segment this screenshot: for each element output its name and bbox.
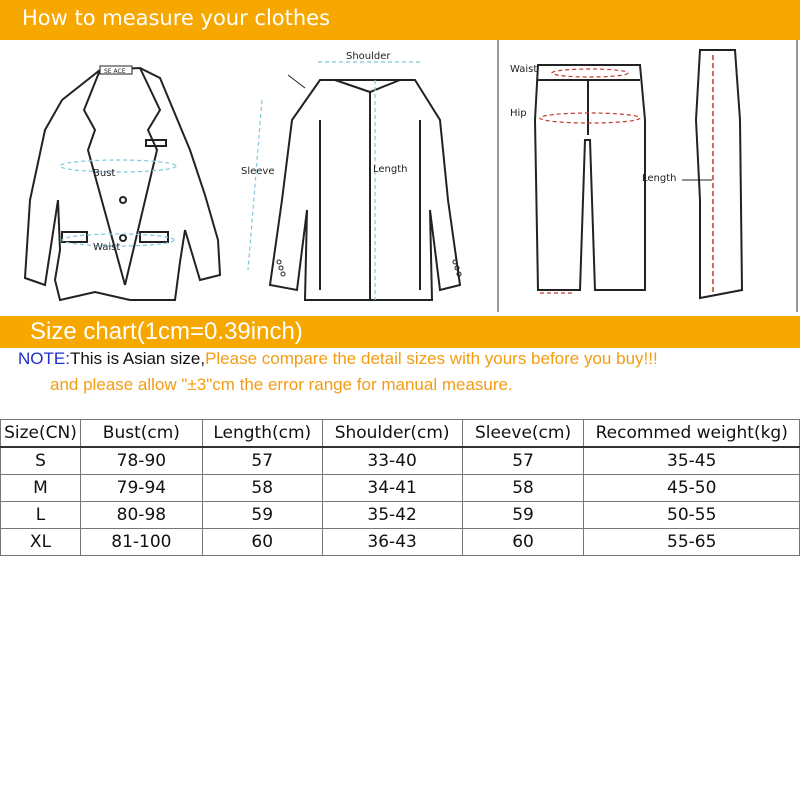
cell-bust: 78-90 <box>80 447 202 475</box>
table-row <box>1 502 800 529</box>
cell-shoulder: 36-43 <box>322 529 462 556</box>
cell-shoulder: 34-41 <box>322 475 462 502</box>
jacket-back-diagram <box>270 80 460 300</box>
note-line-2: and please allow "±3"cm the error range for manual measure. <box>50 375 513 394</box>
cell-size: S <box>1 447 81 475</box>
pants-length-label: Length <box>642 173 677 184</box>
note-asian-size: This is Asian size, <box>69 349 206 368</box>
table-header-row <box>1 420 800 448</box>
diagram-divider-right <box>796 40 798 312</box>
table-row <box>1 475 800 502</box>
pants-hip-label: Hip <box>510 108 527 119</box>
cell-length: 58 <box>202 475 322 502</box>
header-length: Length(cm) <box>202 420 322 448</box>
header-size: Size(CN) <box>1 420 81 448</box>
pants-waist-label: Waist <box>510 64 538 75</box>
waist-label: Waist <box>93 242 121 253</box>
note-compare: Please compare the detail sizes with yours before you buy!!! <box>205 349 658 368</box>
header-bust: Bust(cm) <box>80 420 202 448</box>
cell-bust: 79-94 <box>80 475 202 502</box>
jacket-front-measures <box>60 160 176 246</box>
bust-label: Bust <box>93 168 116 179</box>
cell-bust: 80-98 <box>80 502 202 529</box>
cell-length: 60 <box>202 529 322 556</box>
table-row <box>1 529 800 556</box>
note-label: NOTE: <box>18 349 70 368</box>
header-title: How to measure your clothes <box>22 6 331 30</box>
sleeve-label: Sleeve <box>241 166 275 177</box>
cell-shoulder: 33-40 <box>322 447 462 475</box>
pants-front-measures <box>540 69 640 293</box>
cell-weight: 50-55 <box>584 502 800 529</box>
length-label: Length <box>373 164 408 175</box>
size-chart-banner <box>0 316 800 348</box>
cell-size: XL <box>1 529 81 556</box>
pants-front-diagram <box>535 65 645 290</box>
shoulder-label: Shoulder <box>346 51 391 62</box>
cell-weight: 55-65 <box>584 529 800 556</box>
measurement-diagrams <box>0 40 800 310</box>
jacket-tag-label: SE ACE <box>104 68 126 75</box>
header-shoulder: Shoulder(cm) <box>322 420 462 448</box>
cell-sleeve: 57 <box>462 447 584 475</box>
cell-sleeve: 59 <box>462 502 584 529</box>
header-sleeve: Sleeve(cm) <box>462 420 584 448</box>
cell-length: 57 <box>202 447 322 475</box>
cell-weight: 35-45 <box>584 447 800 475</box>
diagram-divider-left <box>497 40 499 312</box>
cell-shoulder: 35-42 <box>322 502 462 529</box>
note-line-1 <box>18 349 658 369</box>
cell-sleeve: 58 <box>462 475 584 502</box>
cell-length: 59 <box>202 502 322 529</box>
pants-side-diagram <box>696 50 742 298</box>
cell-bust: 81-100 <box>80 529 202 556</box>
size-table <box>0 419 800 556</box>
cell-sleeve: 60 <box>462 529 584 556</box>
header-weight: Recommed weight(kg) <box>584 420 800 448</box>
cell-size: L <box>1 502 81 529</box>
table-row <box>1 447 800 475</box>
header-banner <box>0 0 800 40</box>
cell-size: M <box>1 475 81 502</box>
jacket-front-diagram <box>25 68 220 300</box>
size-chart-title: Size chart(1cm=0.39inch) <box>30 318 303 345</box>
cell-weight: 45-50 <box>584 475 800 502</box>
